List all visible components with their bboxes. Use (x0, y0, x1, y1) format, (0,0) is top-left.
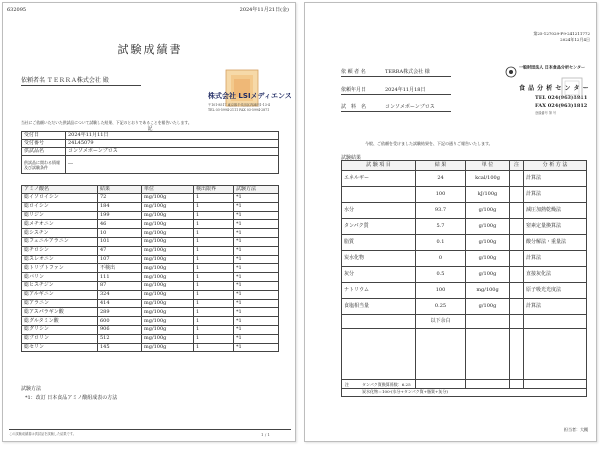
ki-mark: 記 (147, 126, 153, 132)
sample-underline (341, 111, 451, 112)
table-row (342, 235, 587, 251)
table-row (22, 308, 279, 317)
info-value: 24L45079 (66, 140, 279, 148)
table-row (22, 273, 279, 282)
cell: エネルギー (342, 171, 416, 187)
note-line-1: タンパク質換算係数：6.25 (362, 382, 411, 387)
cell: mg/100g (142, 281, 194, 290)
cell: 総アスパラギン酸 (22, 308, 98, 317)
table-row (22, 290, 279, 299)
cell: 総スレオニン (22, 255, 98, 264)
header-cell: 結 果 (416, 161, 466, 171)
cell: mg/100g (142, 194, 194, 203)
cell: 145 (98, 343, 142, 352)
cell: 総チロシン (22, 246, 98, 255)
cell: 総ヒスチジン (22, 281, 98, 290)
cell: *1 (234, 281, 279, 290)
table-row (22, 334, 279, 343)
cell: 総アルギニン (22, 290, 98, 299)
cell: 46 (98, 220, 142, 229)
cell: 100 (416, 283, 466, 299)
cell: mg/100g (142, 202, 194, 211)
cell (510, 171, 524, 187)
footer-rule (9, 429, 291, 430)
cell: mg/100g (466, 283, 510, 299)
cell: *1 (234, 334, 279, 343)
client-label: 依 頼 者 名 (341, 69, 366, 75)
cell: 324 (98, 290, 142, 299)
header-cell: 単位 (142, 186, 194, 194)
header-cell: 分 析 方 法 (524, 161, 587, 171)
cell: mg/100g (142, 290, 194, 299)
client-value: TERRA株式会社 様 (385, 69, 430, 75)
table-row (22, 202, 279, 211)
method-text: *1：改訂 日本食品アミノ酸組成表の方法 (25, 395, 118, 401)
table-row (22, 194, 279, 203)
cell: 総メチオニン (22, 220, 98, 229)
cell (342, 315, 416, 329)
cell: *1 (234, 194, 279, 203)
cell: g/100g (466, 235, 510, 251)
table-row (22, 281, 279, 290)
table-row (342, 299, 587, 315)
lab-name-sub: 食 品 分 析 セ ン タ ー (519, 85, 590, 92)
cell: 414 (98, 299, 142, 308)
cell: mg/100g (142, 211, 194, 220)
info-row (22, 148, 279, 156)
info-value: 2024年11月11日 (66, 132, 279, 140)
received-underline (341, 94, 451, 95)
cell: *1 (234, 246, 279, 255)
sample-label: 試 料 名 (341, 104, 367, 110)
cell: 10 (98, 229, 142, 238)
cell: 101 (98, 237, 142, 246)
info-row (22, 140, 279, 148)
table-row (22, 299, 279, 308)
cell: g/100g (466, 299, 510, 315)
cell: ナトリウム (342, 283, 416, 299)
table-row (22, 325, 279, 334)
cell: 総バリン (22, 273, 98, 282)
cell: 1 (194, 317, 234, 326)
cell: mg/100g (142, 264, 194, 273)
cell: 総イソロイシン (22, 194, 98, 203)
cell: 72 (98, 194, 142, 203)
report-title: 試験成績書 (117, 43, 183, 56)
table-row (22, 246, 279, 255)
page-number: 1 / 1 (261, 432, 270, 437)
report-page-left (2, 2, 296, 442)
sample-value: コンソメボーンブロス (385, 104, 435, 110)
cell: 1 (194, 202, 234, 211)
table-row (342, 267, 587, 283)
cell: 炭水化物 (342, 251, 416, 267)
cell: *1 (234, 273, 279, 282)
cell: 100 (416, 187, 466, 203)
info-label: 供試品に関わる情報及び試験条件 (22, 156, 66, 174)
cell: 1 (194, 325, 234, 334)
cell: 減圧加熱乾燥法 (524, 203, 587, 219)
cell: g/100g (466, 251, 510, 267)
note-label: 注 (345, 382, 349, 387)
document-number: 632095 (7, 7, 27, 13)
cell: *1 (234, 290, 279, 299)
cell: 0.1 (416, 235, 466, 251)
cell: 1 (194, 343, 234, 352)
intro-text: 今般、ご依頼を受けました試験結果を、下記の通りご報告いたします。 (365, 141, 493, 146)
cell: g/100g (466, 203, 510, 219)
cell: mg/100g (142, 308, 194, 317)
cell: 0.25 (416, 299, 466, 315)
header-cell: 結果 (98, 186, 142, 194)
cell: kJ/100g (466, 187, 510, 203)
cell: mg/100g (142, 317, 194, 326)
cell: 計算法 (524, 299, 587, 315)
cell: 199 (98, 211, 142, 220)
cell: 1 (194, 194, 234, 203)
table-row (22, 255, 279, 264)
results-table (341, 160, 587, 389)
cell: *1 (234, 308, 279, 317)
cell (510, 267, 524, 283)
cell: タンパク質 (342, 219, 416, 235)
cell: 総ロイシン (22, 202, 98, 211)
client-name: 依頼者名 ＴＥＲＲＡ株式会社 殿 (21, 77, 109, 84)
company-seal-icon (225, 69, 259, 107)
cell: 5.7 (416, 219, 466, 235)
cell: 総トリプトファン (22, 264, 98, 273)
header-cell: アミノ酸名 (22, 186, 98, 194)
lab-tel: TEL 024(963)1811 (535, 95, 588, 101)
cell: 289 (98, 308, 142, 317)
cell: mg/100g (142, 343, 194, 352)
cell: 不検出 (98, 264, 142, 273)
lab-fax: FAX 024(963)1812 (535, 103, 588, 109)
cell: 脂質 (342, 235, 416, 251)
cell (510, 251, 524, 267)
cell (510, 299, 524, 315)
cell (510, 315, 524, 329)
cell: 原子吸光光度法 (524, 283, 587, 299)
info-value: ― (66, 156, 279, 174)
amino-acid-table (21, 185, 279, 352)
cell: 総プロリン (22, 334, 98, 343)
cell: mg/100g (142, 255, 194, 264)
cell: 1 (194, 308, 234, 317)
cell: 水分 (342, 203, 416, 219)
info-label: 受付日 (22, 132, 66, 140)
document-number: 第25-127029-F9-241211772 (533, 31, 590, 36)
method-title: 試験方法 (21, 386, 42, 392)
cell: 0.5 (416, 267, 466, 283)
cell (510, 235, 524, 251)
cell (466, 315, 510, 329)
info-label: 供試品名 (22, 148, 66, 156)
cell: *1 (234, 211, 279, 220)
info-value: コンソメボーンブロス (66, 148, 279, 156)
received-value: 2024年11月18日 (385, 87, 426, 93)
cell: 1 (194, 211, 234, 220)
cell: 総リジン (22, 211, 98, 220)
cell: 1 (194, 299, 234, 308)
cell: kcal/100g (466, 171, 510, 187)
person-in-charge: 担当者：大槻 (564, 427, 588, 432)
header-cell: 試験方法 (234, 186, 279, 194)
header-cell: 注 (510, 161, 524, 171)
cell: 総アラニン (22, 299, 98, 308)
header-cell: 単 位 (466, 161, 510, 171)
cell: *1 (234, 220, 279, 229)
header-cell: 検出限界 (194, 186, 234, 194)
lab-logo-icon (505, 63, 517, 75)
cell: 窒素定量換算法 (524, 219, 587, 235)
table-header-row (22, 186, 279, 194)
results-title: 試験結果 (341, 155, 362, 161)
cell: *1 (234, 229, 279, 238)
cell: *1 (234, 343, 279, 352)
cell: 総フェニルアラニン (22, 237, 98, 246)
issue-date: 2024年11月21日(金) (239, 7, 289, 13)
cell: 111 (98, 273, 142, 282)
cell: 食塩相当量 (342, 299, 416, 315)
cell: 93.7 (416, 203, 466, 219)
table-header-row (342, 161, 587, 171)
cell: 184 (98, 202, 142, 211)
note-line-2: 炭水化物＝100-(水分+タンパク質+脂質+灰分) (362, 389, 448, 394)
cell: 1 (194, 264, 234, 273)
cell: 1 (194, 334, 234, 343)
client-underline (21, 85, 141, 86)
lab-address-1: 〒101-8517 東京都千代田区内神田1-13-4 (208, 103, 270, 107)
lab-registration: 登録番号 第 号 (535, 111, 557, 115)
table-row (342, 251, 587, 267)
lab-address-2: TEL 03-5994-2111 FAX 03-5994-2871 (208, 108, 270, 112)
blank-below-marker: 以下余白 (416, 315, 466, 329)
client-underline (341, 76, 451, 77)
cell: *1 (234, 317, 279, 326)
cell: mg/100g (142, 325, 194, 334)
table-row (342, 171, 587, 187)
cell: 総グルタミン酸 (22, 317, 98, 326)
cell: 1 (194, 237, 234, 246)
cell (510, 219, 524, 235)
cell: *1 (234, 202, 279, 211)
cell: 灰分 (342, 267, 416, 283)
cell: 1 (194, 290, 234, 299)
cell: 87 (98, 281, 142, 290)
cell: 計算法 (524, 171, 587, 187)
issue-date: 2024年12月4日 (560, 37, 590, 42)
table-row (22, 264, 279, 273)
cell: mg/100g (142, 299, 194, 308)
cell: 総シスチン (22, 229, 98, 238)
cell: 512 (98, 334, 142, 343)
cell: *1 (234, 264, 279, 273)
cell: 1 (194, 246, 234, 255)
cell: 0 (416, 251, 466, 267)
cell: g/100g (466, 267, 510, 283)
cell: 総セリン (22, 343, 98, 352)
cell (510, 203, 524, 219)
cell: 総グリシン (22, 325, 98, 334)
cell: g/100g (466, 219, 510, 235)
cell: mg/100g (142, 246, 194, 255)
cell: mg/100g (142, 237, 194, 246)
cell: 直接灰化法 (524, 267, 587, 283)
cell: mg/100g (142, 220, 194, 229)
lab-logo: 株式会社 LSIメディエンス (208, 92, 292, 100)
cell: 酸分解法・重量法 (524, 235, 587, 251)
cell: 600 (98, 317, 142, 326)
cell: *1 (234, 255, 279, 264)
table-row (22, 343, 279, 352)
cell: *1 (234, 237, 279, 246)
notes-box (341, 379, 587, 397)
cell: 1 (194, 220, 234, 229)
cell: 107 (98, 255, 142, 264)
table-row (22, 237, 279, 246)
info-row (22, 156, 279, 174)
cell: 1 (194, 255, 234, 264)
table-row (342, 219, 587, 235)
table-row (342, 315, 587, 329)
info-label: 受付番号 (22, 140, 66, 148)
table-row (22, 317, 279, 326)
cell: 1 (194, 273, 234, 282)
cell (342, 187, 416, 203)
table-row (22, 211, 279, 220)
footer-note: この試験成績書は供試品を試験した結果です。 (9, 432, 76, 436)
lab-name: 一般財団法人 日本食品分析センター (519, 65, 586, 71)
cell: 1 (194, 281, 234, 290)
cell (524, 315, 587, 329)
table-row (22, 220, 279, 229)
cell: 計算法 (524, 251, 587, 267)
cell: mg/100g (142, 229, 194, 238)
cell: 24 (416, 171, 466, 187)
cell (510, 283, 524, 299)
report-page-right (304, 2, 597, 442)
cell: 906 (98, 325, 142, 334)
cell: mg/100g (142, 334, 194, 343)
info-row (22, 132, 279, 140)
cell: *1 (234, 325, 279, 334)
received-label: 依頼年月日 (341, 87, 367, 93)
table-row (342, 203, 587, 219)
table-row (342, 283, 587, 299)
table-row (342, 187, 587, 203)
cell: *1 (234, 299, 279, 308)
cell: 47 (98, 246, 142, 255)
info-table (21, 131, 279, 174)
header-cell: 試 験 項 目 (342, 161, 416, 171)
cell: 計算法 (524, 187, 587, 203)
cell (510, 187, 524, 203)
table-row (22, 229, 279, 238)
intro-text: 当社にご依頼いただいた供試品について試験した結果、下記のとおりであることを報告いたします。 (21, 120, 192, 125)
official-stamp-icon (561, 77, 583, 99)
cell: mg/100g (142, 273, 194, 282)
cell: 1 (194, 229, 234, 238)
